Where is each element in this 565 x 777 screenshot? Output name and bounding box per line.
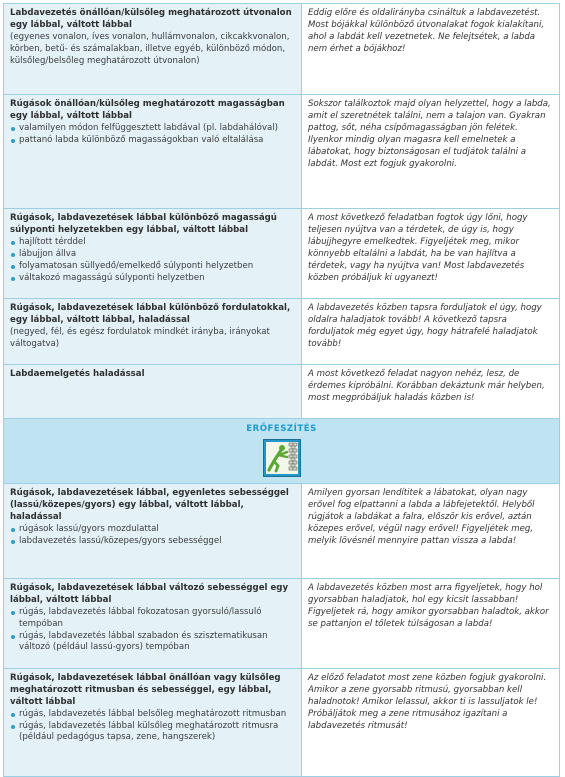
bullet-item: pattanó labda különböző magasságokban való eltalálása bbox=[10, 135, 296, 147]
instruction-cell: Az előző feladatot most zene közben fogjuk gyakorolni. Amikor a zene gyorsabb ritmusú, gyorsabban kell haladnotok! Amikor lelassul, akkor ti is lassuljatok le! Próbáljátok meg a zene ritmusához igazítani a labdavezetés ritmusát! bbox=[302, 668, 560, 776]
bullet-item: váltakozó magasságú súlyponti helyzetben bbox=[10, 273, 296, 285]
bullet-item: hajlított térddel bbox=[10, 237, 296, 249]
bullet-item: labdavezetés lassú/közepes/gyors sebességgel bbox=[10, 536, 296, 548]
instruction-cell: A labdavezetés közben tapsra forduljatok el úgy, hogy oldalra haladjatok tovább! A következő tapsra forduljatok még egyet úgy, hogy hátrafelé haladjatok tovább! bbox=[302, 299, 560, 365]
bullet-item: rúgások lassú/gyors mozdulattal bbox=[10, 524, 296, 536]
table-row bbox=[4, 578, 560, 668]
table-row bbox=[4, 365, 560, 419]
table-row bbox=[4, 483, 560, 578]
exercise-detail: (egyenes vonalon, íves vonalon, hullámvonalon, cikcakkvonalon, körben, betű- és számalakban, illetve egyéb, különböző módon, külsőleg/belsőleg meghatározott útvonalon) bbox=[10, 31, 290, 66]
exercise-cell bbox=[4, 209, 302, 299]
exercise-bullets bbox=[10, 123, 296, 147]
bullet-item: folyamatosan süllyedő/emelkedő súlyponti helyzetben bbox=[10, 261, 296, 273]
exercise-title: Labdaemelgetés haladással bbox=[10, 369, 145, 379]
instruction-cell: A most következő feladat nagyon nehéz, lesz, de érdemes kipróbálni. Korábban dekáztunk már helyben, most megpróbáljuk haladás közben is! bbox=[302, 365, 560, 419]
exercise-title: Rúgások, labdavezetések lábbal önállóan vagy külsőleg meghatározott ritmusban és sebességgel, egy lábbal, váltott lábbal bbox=[10, 672, 281, 707]
instruction-cell: Eddig előre és oldalirányba csináltuk a labdavezetést. Most bójákkal különböző útvonalakat fogok kialakítani, ahol a labdát kell vezetnetek. Ne felejtsétek, a labda nem érhet a bójákhoz! bbox=[302, 4, 560, 95]
section-header bbox=[4, 419, 560, 484]
exercise-bullets bbox=[10, 524, 296, 548]
exercise-cell bbox=[4, 483, 302, 578]
table-row bbox=[4, 95, 560, 209]
exercise-cell bbox=[4, 668, 302, 776]
bullet-item: rúgás, labdavezetés lábbal fokozatosan gyorsuló/lassuló tempóban bbox=[10, 607, 296, 631]
instruction-cell: A most következő feladatban fogtok úgy lőni, hogy teljesen nyújtva van a térdetek, de úgy is, hogy lábujjhegyre emelkedtek. Figyeljétek meg, mikor könnyebb eltalálni a labdát, ha be van hajlítva a térdetek, vagy ha nyújtva van! Most labdavezetés közben próbáljuk ki ugyanezt! bbox=[302, 209, 560, 299]
bullet-item: lábujjon állva bbox=[10, 249, 296, 261]
exercise-cell bbox=[4, 365, 302, 419]
exercise-cell bbox=[4, 299, 302, 365]
bullet-item: rúgás, labdavezetés lábbal szabadon és szisztematikusan változó (például lassú-gyors) tempóban bbox=[10, 631, 296, 655]
bullet-item: valamilyen módon felfüggesztett labdával (pl. labdahálóval) bbox=[10, 123, 296, 135]
exercise-title: Labdavezetés önállóan/külsőleg meghatározott útvonalon egy lábbal, váltott lábbal bbox=[10, 8, 292, 30]
exercise-cell bbox=[4, 578, 302, 668]
bullet-item: rúgás, labdavezetés lábbal belsőleg meghatározott ritmusban bbox=[10, 709, 296, 721]
exercise-cell bbox=[4, 4, 302, 95]
instruction-cell: Sokszor találkoztok majd olyan helyzettel, hogy a labda, amit el szeretnétek találni, nem a talajon van. Gyakran pattog, sőt, néha csípőmagasságban jön felétek. Ilyenkor mindig olyan magasra kell emelnetek a lábatokat, hogy biztonságosan el tudjátok találni a labdát. Most ezt fogjuk gyakorolni. bbox=[302, 95, 560, 209]
exercise-cell bbox=[4, 95, 302, 209]
exercise-title: Rúgások, labdavezetések lábbal különböző fordulatokkal, egy lábbal, váltott lábbal, haladással bbox=[10, 303, 291, 325]
table-row bbox=[4, 668, 560, 776]
exercise-bullets bbox=[10, 237, 296, 285]
table-row bbox=[4, 299, 560, 365]
table-row bbox=[4, 4, 560, 95]
instruction-cell: Amilyen gyorsan lendítitek a lábatokat, olyan nagy erővel fog elpattanni a labda a lábfejetektől. Helyből rúgjátok a labdákat a falra, először kis erővel, aztán közepes erővel, végül nagy erővel! Figyeljétek meg, melyik lövésnél mennyire pattan vissza a labda! bbox=[302, 483, 560, 578]
exercise-detail: (negyed, fél, és egész fordulatok mindkét irányba, irányokat váltogatva) bbox=[10, 326, 270, 349]
person-pushing-wall-icon bbox=[263, 439, 301, 477]
exercise-bullets bbox=[10, 607, 296, 655]
exercise-title: Rúgások, labdavezetések lábbal változó sebességgel egy lábbal, váltott lábbal bbox=[10, 582, 289, 605]
instruction-cell: A labdavezetés közben most arra figyeljetek, hogy hol gyorsabban haladjatok, hol egy kicsit lassabban! Figyeljetek rá, hogy amikor gyorsabban haladtok, akkor se pattanjon el tőletek túlságosan a labda! bbox=[302, 578, 560, 668]
exercise-title: Rúgások önállóan/külsőleg meghatározott magasságban egy lábbal, váltott lábbal bbox=[10, 99, 285, 121]
activity-table bbox=[3, 3, 560, 777]
exercise-title: Rúgások, labdavezetések lábbal különböző magasságú súlyponti helyzetekben egy lábbal, váltott lábbal bbox=[10, 213, 277, 235]
exercise-title: Rúgások, labdavezetések lábbal, egyenletes sebességgel (lassú/közepes/gyors) egy lábbal, váltott lábbal, haladással bbox=[10, 487, 289, 522]
exercise-bullets bbox=[10, 709, 296, 745]
section-header-row bbox=[4, 419, 560, 484]
section-title: ERŐFESZÍTÉS bbox=[246, 424, 317, 434]
bullet-item: rúgás, labdavezetés lábbal külsőleg meghatározott ritmusra (például pedagógus tapsa, zene, hangszerek) bbox=[10, 721, 296, 745]
table-row bbox=[4, 209, 560, 299]
